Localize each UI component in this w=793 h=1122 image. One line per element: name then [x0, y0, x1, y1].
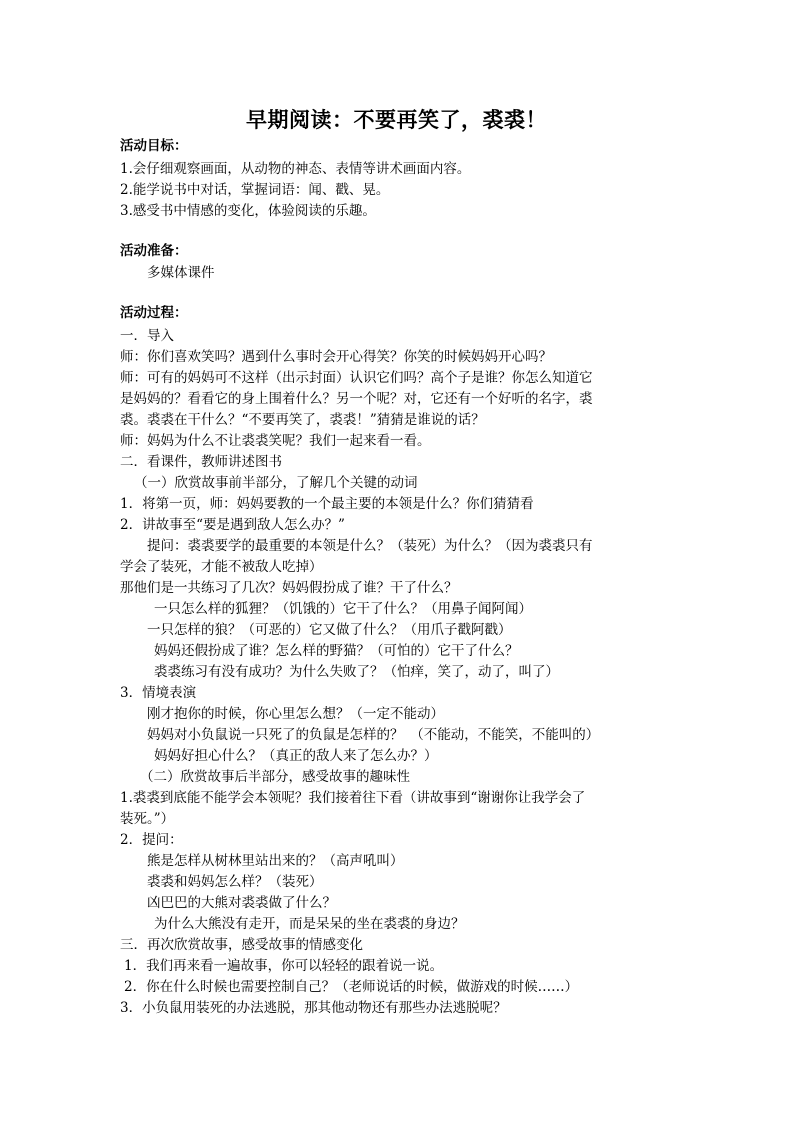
prep-heading: 活动准备： — [120, 243, 188, 259]
subsection-heading: （一）欣赏故事前半部分，了解几个关键的动词 — [134, 475, 418, 491]
process-line: 裘裘练习有没有成功？为什么失败了？（怕痒，笑了，动了，叫了） — [154, 664, 559, 680]
section-heading: 三．再次欣赏故事，感受故事的情感变化 — [120, 937, 363, 953]
prep-item: 多媒体课件 — [147, 265, 215, 281]
process-line: 2．提问： — [120, 832, 183, 848]
goal-item: 3.感受书中情感的变化，体验阅读的乐趣。 — [120, 203, 376, 219]
goals-heading: 活动目标： — [120, 138, 188, 154]
section-heading: 二．看课件，教师讲述图书 — [120, 454, 282, 470]
goal-item: 1.会仔细观察画面，从动物的神态、表情等讲术画面内容。 — [120, 161, 471, 177]
page-title: 早期阅读：不要再笑了，裘裘！ — [246, 108, 547, 132]
process-line: 裘。裘裘在干什么？“不要再笑了，裘裘！”猜猜是谁说的话？ — [120, 412, 485, 428]
process-line: 是妈妈的？看看它的身上围着什么？另一个呢？对，它还有一个好听的名字，裘 — [120, 391, 593, 407]
process-line: 为什么大熊没有走开，而是呆呆的坐在裘裘的身边？ — [154, 916, 465, 932]
process-line: 师：妈妈为什么不让裘裘笑呢？我们一起来看一看。 — [120, 433, 431, 449]
process-line: 装死。”） — [120, 811, 175, 827]
process-line: 凶巴巴的大熊对裘裘做了什么？ — [147, 895, 336, 911]
process-line: 妈妈还假扮成了谁？怎么样的野猫？（可怕的）它干了什么？ — [154, 643, 519, 659]
section-heading: 一．导入 — [120, 328, 174, 344]
goal-item: 2.能学说书中对话，掌握词语：闻、戳、晃。 — [120, 182, 390, 198]
process-line: 1.裘裘到底能不能学会本领呢？我们接着往下看（讲故事到“谢谢你让我学会了 — [120, 790, 586, 806]
subsection-heading: （二）欣赏故事后半部分，感受故事的趣味性 — [140, 769, 410, 785]
process-line: 那他们是一共练习了几次？妈妈假扮成了谁？干了什么？ — [120, 580, 458, 596]
process-line: 一只怎么样的狐狸？（饥饿的）它干了什么？（用鼻子闻阿闻） — [154, 601, 532, 617]
process-line: 2．讲故事至“要是遇到敌人怎么办？” — [120, 517, 345, 533]
process-line: 师：可有的妈妈可不这样（出示封面）认识它们吗？高个子是谁？你怎么知道它 — [120, 370, 593, 386]
process-line: 2．你在什么时候也需要控制自己？（老师说话的时候，做游戏的时候……） — [124, 979, 579, 995]
process-line: 妈妈好担心什么？（真正的敌人来了怎么办？） — [154, 748, 438, 764]
process-line: 一只怎样的狼？（可恶的）它又做了什么？（用爪子戳阿戳） — [147, 622, 512, 638]
process-line: 熊是怎样从树林里站出来的？（高声吼叫） — [147, 853, 404, 869]
process-line: 裘裘和妈妈怎么样？（装死） — [147, 874, 323, 890]
process-line: 1．将第一页，师：妈妈要教的一个最主要的本领是什么？你们猜猜看 — [120, 496, 534, 512]
process-line: 3．情境表演 — [120, 685, 197, 701]
process-heading: 活动过程： — [120, 305, 188, 321]
process-line: 学会了装死，才能不被敌人吃掉） — [120, 559, 323, 575]
process-line: 3．小负鼠用装死的办法逃脱，那其他动物还有那些办法逃脱呢？ — [120, 1000, 507, 1016]
process-line: 刚才抱你的时候，你心里怎么想？（一定不能动） — [147, 706, 444, 722]
process-line: 提问：裘裘要学的最重要的本领是什么？（装死）为什么？（因为裘裘只有 — [147, 538, 593, 554]
process-line: 师：你们喜欢笑吗？遇到什么事时会开心得笑？你笑的时候妈妈开心吗？ — [120, 349, 552, 365]
process-line: 1．我们再来看一遍故事，你可以轻轻的跟着说一说。 — [124, 958, 444, 974]
process-line: 妈妈对小负鼠说一只死了的负鼠是怎样的？ （不能动，不能笑，不能叫的） — [147, 727, 600, 743]
